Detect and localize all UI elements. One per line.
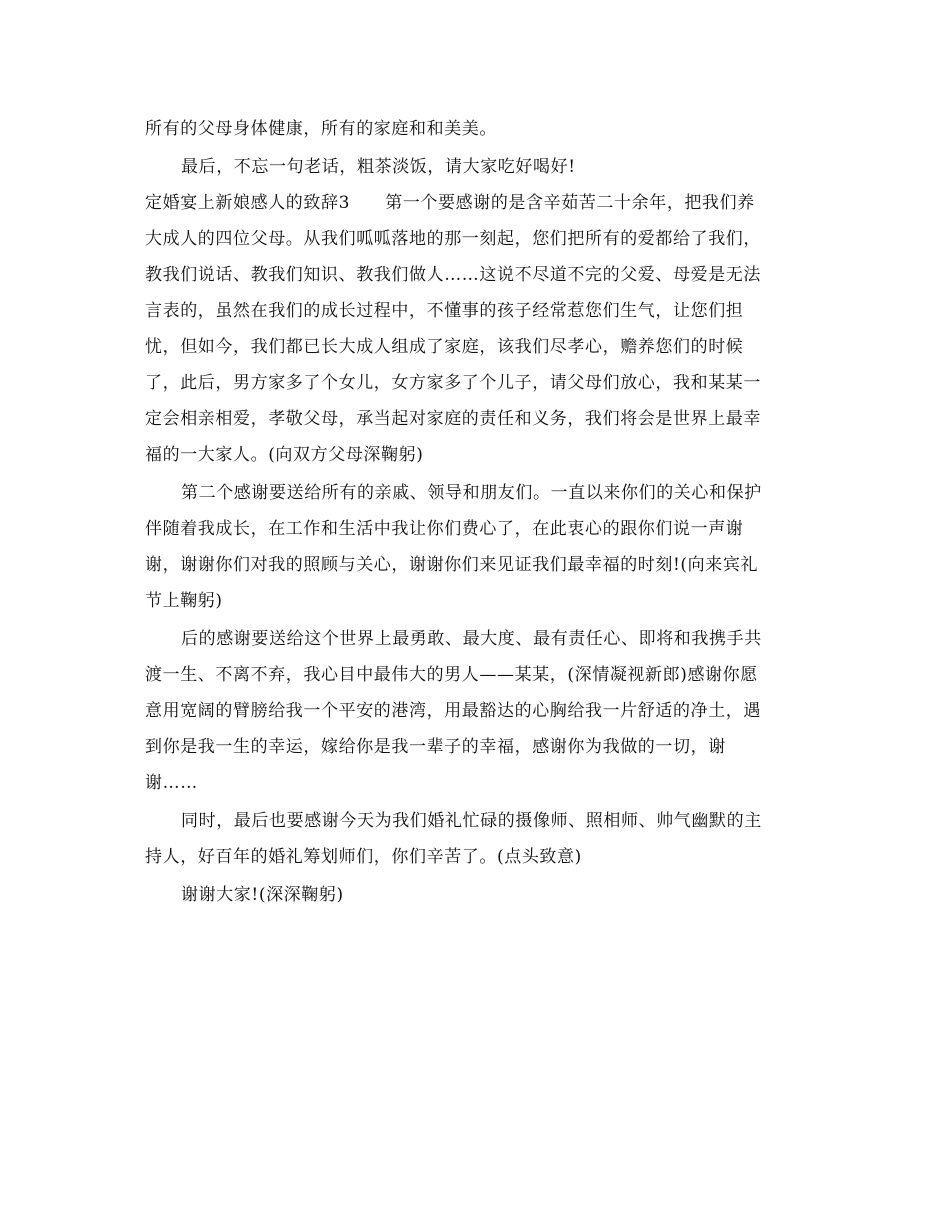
- text-line: 后的感谢要送给这个世界上最勇敢、最大度、最有责任心、即将和我携手共: [181, 629, 762, 649]
- text-line: 了，此后，男方家多了个女儿，女方家多了个儿子，请父母们放心，我和某某一: [145, 373, 761, 393]
- text-line: 节上鞠躬): [145, 591, 223, 611]
- text-line: 最后，不忘一句老话，粗茶淡饭，请大家吃好喝好!: [181, 157, 576, 177]
- text-line: 到你是我一生的幸运，嫁给你是我一辈子的幸福，感谢你为我做的一切，谢: [145, 737, 726, 757]
- text-line: 意用宽阔的臂膀给我一个平安的港湾，用最豁达的心胸给我一片舒适的净土，遇: [145, 701, 761, 721]
- text-line: 所有的父母身体健康，所有的家庭和和美美。: [145, 119, 497, 139]
- text-line: 言表的，虽然在我们的成长过程中，不懂事的孩子经常惹您们生气，让您们担: [145, 301, 744, 321]
- text-line: 渡一生、不离不弃，我心目中最伟大的男人——某某，(深情凝视新郎)感谢你愿: [145, 665, 758, 685]
- text-line: 忧，但如今，我们都已长大成人组成了家庭，该我们尽孝心，赡养您们的时候: [145, 337, 744, 357]
- text-line: 福的一大家人。(向双方父母深鞠躬): [145, 445, 424, 465]
- text-line: 伴随着我成长，在工作和生活中我让你们费心了，在此衷心的跟你们说一声谢: [145, 519, 744, 539]
- text-line: 谢，谢谢你们对我的照顾与关心，谢谢你们来见证我们最幸福的时刻!(向来宾礼: [145, 555, 759, 575]
- text-line: 第二个感谢要送给所有的亲戚、领导和朋友们。一直以来你们的关心和保护: [181, 483, 762, 503]
- text-line: 定婚宴上新娘感人的致辞3 第一个要感谢的是含辛茹苦二十余年，把我们养: [145, 193, 755, 213]
- text-line: 同时，最后也要感谢今天为我们婚礼忙碌的摄像师、照相师、帅气幽默的主: [181, 811, 762, 831]
- text-line: 大成人的四位父母。从我们呱呱落地的那一刻起，您们把所有的爱都给了我们，: [145, 229, 761, 249]
- text-line: 持人，好百年的婚礼筹划师们，你们辛苦了。(点头致意): [145, 847, 582, 867]
- text-line: 谢谢大家!(深深鞠躬): [181, 885, 344, 905]
- text-line: 教我们说话、教我们知识、教我们做人……这说不尽道不完的父爱、母爱是无法: [145, 265, 761, 285]
- text-line: 定会相亲相爱，孝敬父母，承当起对家庭的责任和义务，我们将会是世界上最幸: [145, 409, 761, 429]
- text-line: 谢……: [145, 773, 198, 793]
